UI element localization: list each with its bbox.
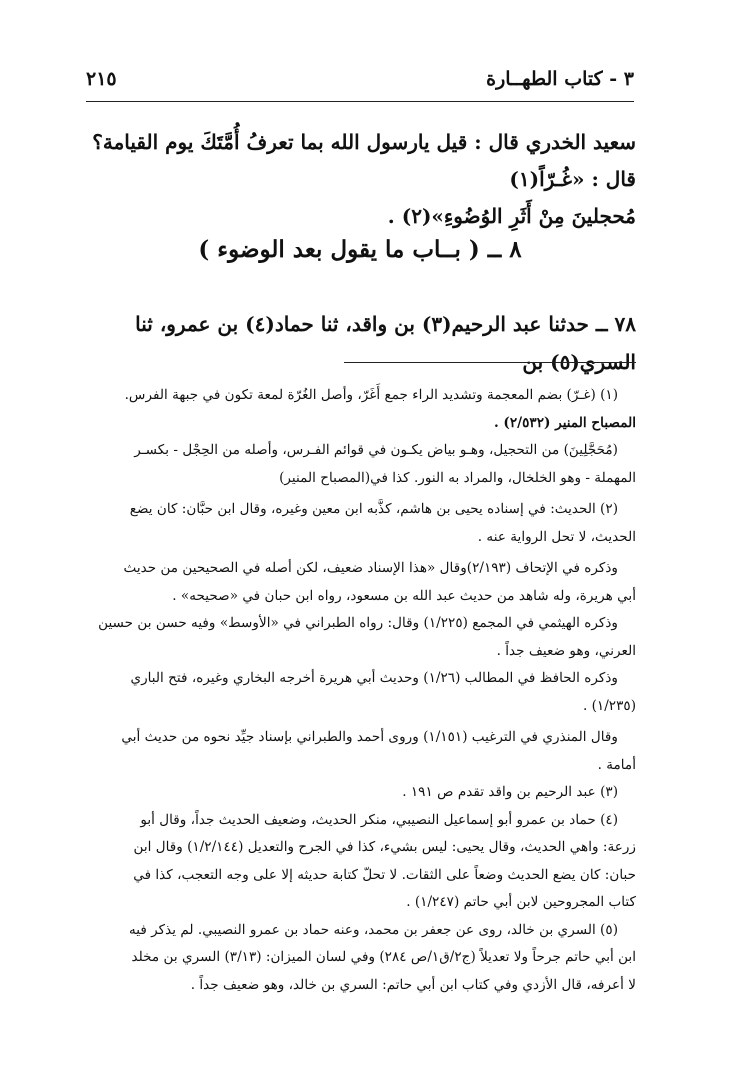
page-header [86, 62, 634, 102]
footnote-line: حبان: كان يضع الحديث وضعاً على الثقات. لا تحلّ كتابة حديثه إلا على وجه التعجب، كذا في [133, 866, 636, 883]
running-title: ٣ - كتاب الطهــارة [486, 68, 634, 90]
footnote-line: الحديث، لا تحل الرواية عنه . [477, 528, 636, 545]
footnote-line: وذكره الحافظ في المطالب (١/٢٦) وحديث أبي هريرة أخرجه البخاري وغيره، فتح الباري [130, 670, 618, 686]
footnote-line: المهملة - وهو الخلخال، والمراد به النور. كذا في(المصباح المنير) [279, 469, 636, 486]
footnote-line: العرني، وهو ضعيف جداً . [496, 642, 636, 659]
footnote-line: ابن أبي حاتم جرحاً ولا تعديلاً (ج٢/ق١/ص ٢٨٤) وفي لسان الميزان: (٣/١٣) السري بن مخلد [131, 949, 636, 965]
footnote-line: (٤) حماد بن عمرو أبو إسماعيل النصيبي، منكر الحديث، وضعيف الحديث جداً، وقال أبو [140, 811, 618, 828]
footnote-line: المصباح المنير (٢/٥٣٢) . [493, 414, 636, 431]
page-number: ٢١٥ [86, 68, 117, 90]
chapter-heading: ٨ ــ ( بــاب ما يقول بعد الوضوء ) [198, 236, 522, 263]
footnote-line: وذكره في الإتحاف (٢/١٩٣)وقال «هذا الإسناد ضعيف، لكن أصله في الصحيحين من حديث [123, 560, 618, 576]
main-text-line: مُحجلينَ مِنْ أَثَرِ الوُضُوءِ»(٢) . [387, 204, 636, 228]
main-text-line: سعيد الخدري قال : قيل يارسول الله بما تعرفُ أُمَّتَكَ يوم القيامة؟ قال : «غُـرّاً(١) [92, 130, 636, 191]
header-rule [86, 101, 634, 102]
footnote-line: وقال المنذري في الترغيب (١/١٥١) وروى أحمد والطبراني بإسناد جيِّد نحوه من حديث أبي [121, 729, 618, 745]
footnote-line: أبي هريرة، وله شاهد من حديث عبد الله بن مسعود، رواه ابن حبان في «صحيحه» . [172, 587, 636, 604]
hadith-text: ٧٨ ــ حدثنا عبد الرحيم(٣) بن واقد، ثنا حماد(٤) بن عمرو، ثنا السري(٥) بن [135, 312, 636, 374]
main-text [84, 124, 636, 235]
footnote-line: لا أعرفه، قال الأزدي وفي كتاب ابن أبي حاتم: السري بن خالد، وهو ضعيف جداً . [190, 976, 636, 993]
footnote-line: (مُحَجَّلِينَ) من التحجيل، وهـو بياض يكـون في قوائم الفـرس، وأصله من الحِجْل - بكسـر [134, 442, 618, 458]
footnote-line: (٣) عبد الرحيم بن واقد تقدم ص ١٩١ . [402, 784, 618, 800]
footnote-line: (١) (غـرّ) بضم المعجمة وتشديد الراء جمع أَغَرّ، وأصل الغُرّة لمعة تكون في جبهة الفرس. [124, 387, 618, 403]
footnote-line: (١/٢٣٥) . [582, 697, 636, 714]
footnote-line: وذكره الهيثمي في المجمع (١/٢٢٥) وقال: رواه الطبراني في «الأوسط» وفيه حسن بن حسين [98, 615, 618, 631]
footnote-separator [344, 362, 636, 363]
footnote-line: زرعة: واهي الحديث، وقال يحيى: ليس بشيء، كذا في الجرح والتعديل (١/٢/١٤٤) وقال ابن [133, 839, 636, 855]
footnote-line: (٥) السري بن خالد، روى عن جعفر بن محمد، وعنه حماد بن عمرو النصيبي. لم يذكر فيه [128, 921, 618, 938]
footnote-line: أمامة . [597, 756, 636, 773]
footnote-line: كتاب المجروحين لابن أبي حاتم (١/٢٤٧) . [406, 894, 636, 910]
footnote-line: (٢) الحديث: في إسناده يحيى بن هاشم، كذَّبه ابن معين وغيره، وقال ابن حبَّان: كان يضع [129, 501, 618, 517]
footnotes [84, 382, 636, 999]
